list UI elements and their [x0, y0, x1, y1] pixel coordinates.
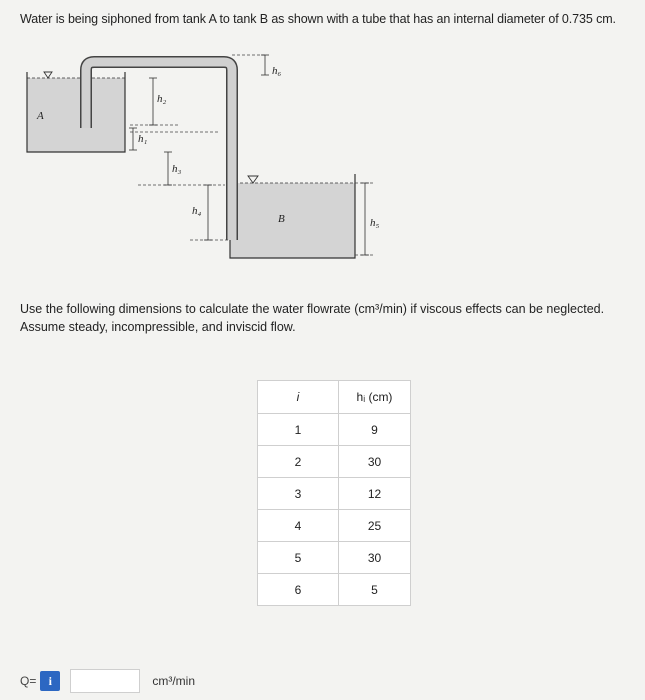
table-row [258, 574, 411, 606]
row-index: 5 [258, 542, 339, 574]
table-row [258, 510, 411, 542]
table-row [258, 542, 411, 574]
h5-label: h₅ [370, 217, 380, 229]
column-header-h: hᵢ (cm) [339, 381, 411, 414]
row-height-value: 12 [339, 478, 411, 510]
row-height-value: 5 [339, 574, 411, 606]
answer-label: Q= [20, 674, 37, 688]
h6-label: h₆ [272, 65, 282, 77]
answer-unit: cm³/min [152, 674, 196, 688]
row-index: 1 [258, 414, 339, 446]
row-height-value: 30 [339, 542, 411, 574]
dimensions-table [257, 380, 411, 606]
water-level-triangle-icon [248, 176, 258, 183]
tank-b-label: B [278, 213, 285, 225]
problem-instructions [20, 300, 630, 336]
row-height-value: 25 [339, 510, 411, 542]
h3-label: h₃ [172, 163, 182, 175]
tank-b [230, 174, 355, 258]
row-index: 6 [258, 574, 339, 606]
column-header-i: i [258, 381, 339, 414]
info-icon[interactable]: i [40, 671, 60, 691]
row-height-value: 30 [339, 446, 411, 478]
row-index: 4 [258, 510, 339, 542]
instructions-line-2: Assume steady, incompressible, and inviscid flow. [20, 320, 296, 335]
table-row [258, 478, 411, 510]
flowrate-input[interactable] [70, 669, 140, 693]
row-height-value: 9 [339, 414, 411, 446]
instructions-line-1: Use the following dimensions to calculate the water flowrate (cm³/min) if viscous effects can be neglected. [20, 302, 605, 316]
h4-label: h₄ [192, 205, 202, 217]
h2-label: h₂ [157, 93, 167, 105]
table-row [258, 414, 411, 446]
answer-row [20, 668, 195, 694]
h1-label: h₁ [138, 133, 148, 145]
table-row [258, 446, 411, 478]
water-level-triangle-icon [44, 72, 52, 78]
row-index: 3 [258, 478, 339, 510]
siphon-diagram [20, 50, 420, 280]
row-index: 2 [258, 446, 339, 478]
problem-intro: Water is being siphoned from tank A to tank B as shown with a tube that has an internal diameter of 0.735 cm. [20, 12, 616, 26]
tank-a-label: A [37, 110, 44, 122]
